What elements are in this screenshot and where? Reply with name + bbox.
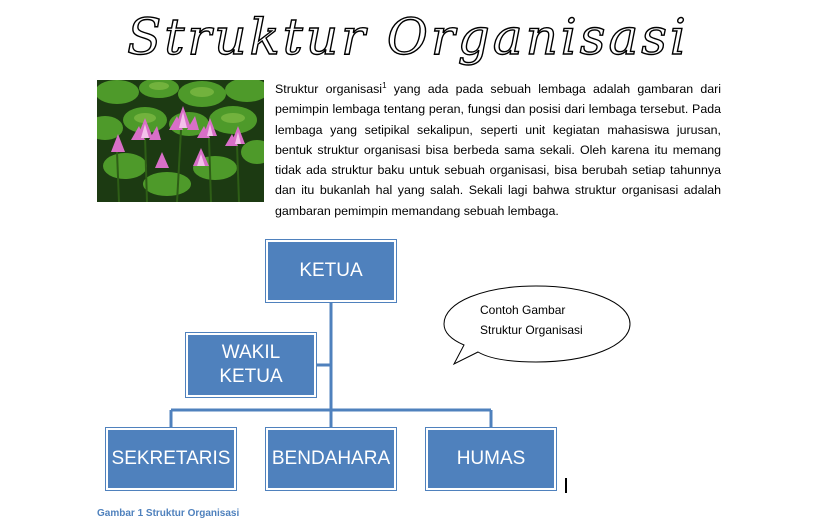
org-box-sekretaris[interactable]: [106, 428, 236, 490]
figure-caption: Gambar 1 Struktur Organisasi: [97, 508, 240, 519]
footnote-mark[interactable]: 1: [382, 80, 387, 90]
paragraph-lead: Struktur organisasi: [275, 82, 383, 96]
org-box-wakil-ketua-label: WAKIL KETUA: [219, 342, 283, 387]
org-box-sekretaris-label: SEKRETARIS: [111, 448, 231, 469]
org-box-bendahara[interactable]: [266, 428, 396, 490]
callout-line-1: Contoh Gambar: [480, 303, 566, 317]
org-box-humas[interactable]: [426, 428, 556, 490]
callout-line-2: Struktur Organisasi: [480, 323, 583, 337]
org-box-humas-label: HUMAS: [456, 448, 526, 469]
text-cursor: [565, 478, 567, 493]
org-box-bendahara-label: BENDAHARA: [271, 448, 391, 469]
org-box-ketua-label: KETUA: [299, 260, 363, 281]
callout-text: [480, 300, 630, 340]
org-box-ketua[interactable]: [266, 240, 396, 302]
paragraph-body: yang ada pada sebuah lembaga adalah gambaran dari pemimpin lembaga tentang peran, fungsi dan posisi dari lembaga tersebut. Pada lembaga yang setipikal sekalipun, seperti unit kegiatan mahasiswa jurusan, bentuk struktur organisasi bisa berbeda sama sekali. Oleh karena itu memang tidak ada struktur baku untuk sebuah organisasi, bisa berubah setiap tahunnya dan itu bukanlah hal yang salah. Sekali lagi bahwa struktur organisasi adalah gambaran pemimpin memandang sebuah lembaga.: [275, 82, 721, 218]
document-title-text: Struktur Organisasi: [127, 8, 689, 66]
org-box-wakil-ketua[interactable]: [186, 333, 316, 397]
